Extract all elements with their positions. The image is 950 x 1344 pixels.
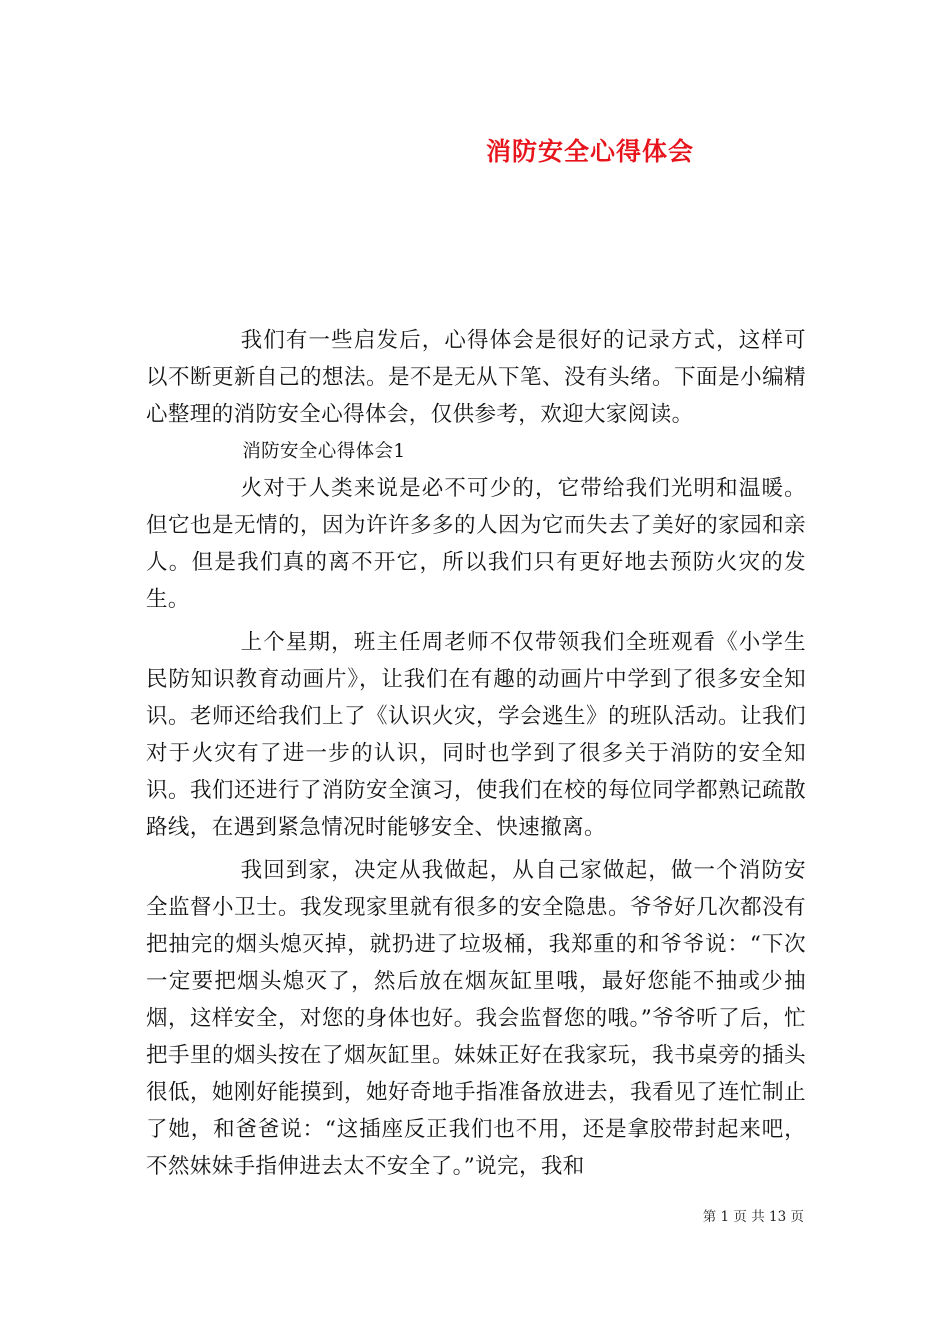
document-body <box>146 322 806 1185</box>
section-heading: 消防安全心得体会1 <box>242 441 406 462</box>
body-paragraph: 火对于人类来说是必不可少的，它带给我们光明和温暖。但它也是无情的，因为许许多多的人因为它而失去了美好的家园和亲人。但是我们真的离不开它，所以我们只有更好地去预防火灾的发生。 <box>146 476 806 612</box>
body-paragraph: 上个星期，班主任周老师不仅带领我们全班观看《小学生民防知识教育动画片》，让我们在有趣的动画片中学到了很多安全知识。老师还给我们上了《认识火灾，学会逃生》的班队活动。让我们对于火灾有了进一步的认识，同时也学到了很多关于消防的安全知识。我们还进行了消防安全演习，使我们在校的每位同学都熟记疏散路线，在遇到紧急情况时能够安全、快速撤离。 <box>146 630 806 840</box>
page-number-footer: 第 1 页 共 13 页 <box>702 1209 804 1225</box>
body-paragraph: 我回到家，决定从我做起，从自己家做起，做一个消防安全监督小卫士。我发现家里就有很多的安全隐患。爷爷好几次都没有把抽完的烟头熄灭掉，就扔进了垃圾桶，我郑重的和爷爷说：“下次一定要把烟头熄灭了，然后放在烟灰缸里哦，最好您能不抽或少抽烟，这样安全，对您的身体也好。我会监督您的哦。”爷爷听了后，忙把手里的烟头按在了烟灰缸里。妹妹正好在我家玩，我书桌旁的插头很低，她刚好能摸到，她好奇地手指准备放进去，我看见了连忙制止了她，和爸爸说：“这插座反正我们也不用，还是拿胶带封起来吧，不然妹妹手指伸进去太不安全了。”说完，我和 <box>146 858 806 1179</box>
intro-paragraph: 我们有一些启发后，心得体会是很好的记录方式，这样可以不断更新自己的想法。是不是无从下笔、没有头绪。下面是小编精心整理的消防安全心得体会，仅供参考，欢迎大家阅读。 <box>146 328 806 427</box>
page-title: 消防安全心得体会 <box>485 137 694 166</box>
